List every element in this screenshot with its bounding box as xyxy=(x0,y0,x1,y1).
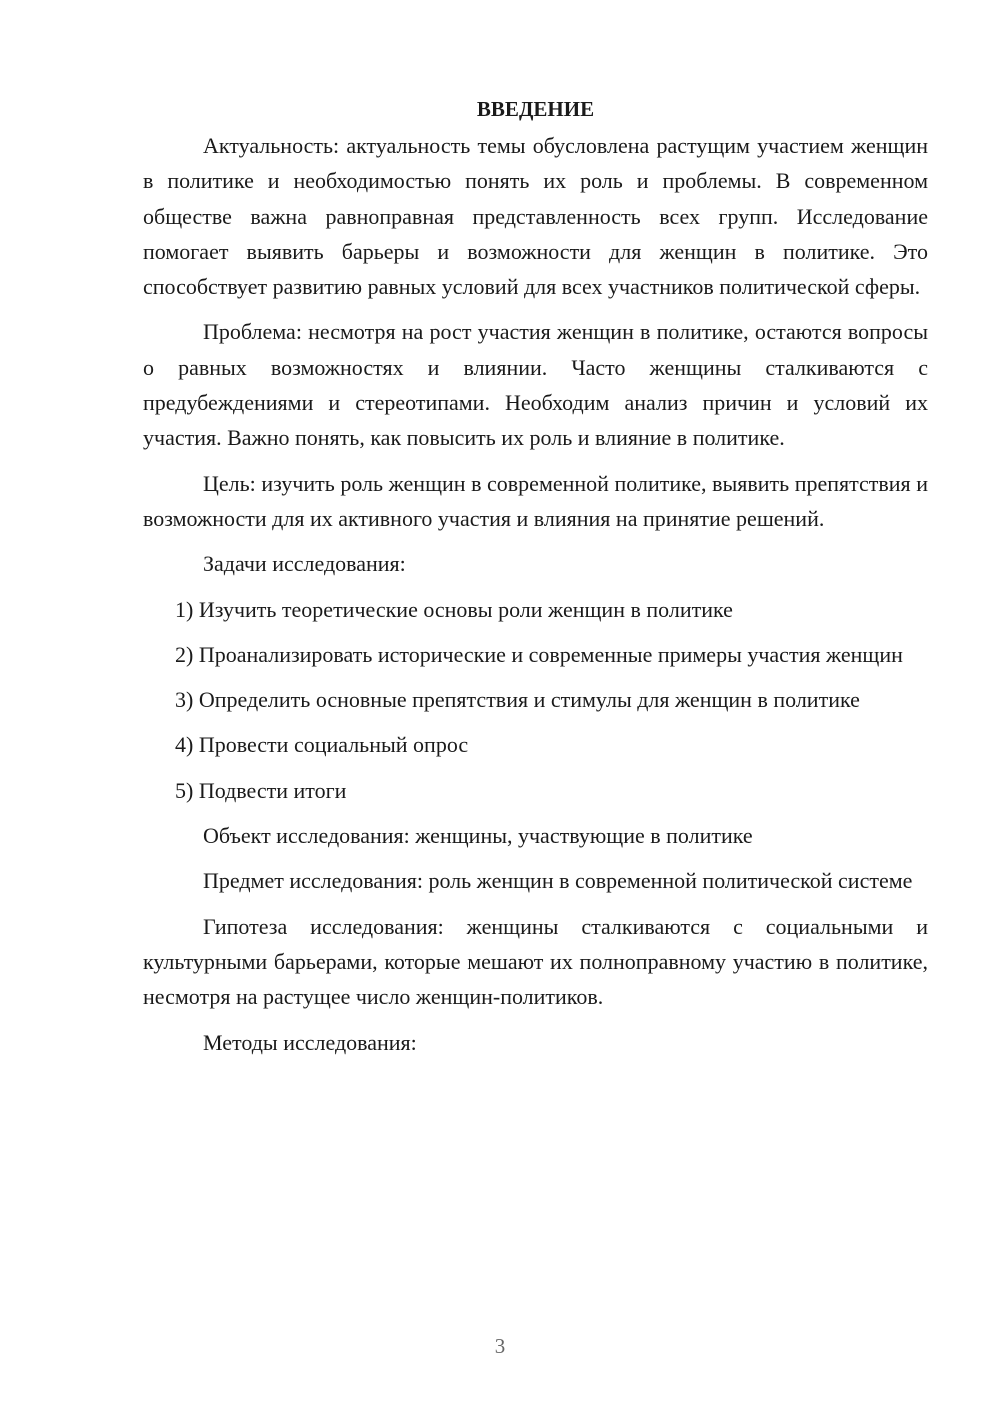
task-item-1: 1) Изучить теоретические основы роли женщин в политике xyxy=(175,596,733,622)
task-item-2: 2) Проанализировать исторические и современные примеры участия женщин xyxy=(175,641,903,667)
goal-paragraph: Цель: изучить роль женщин в современной политике, выявить препятствия и возможности для их активного участия и влияния на принятие решений. xyxy=(143,470,928,531)
object-paragraph: Объект исследования: женщины, участвующие в политике xyxy=(203,823,753,849)
task-item-5: 5) Подвести итоги xyxy=(175,777,347,803)
tasks-heading: Задачи исследования: xyxy=(203,551,406,577)
methods-heading: Методы исследования: xyxy=(203,1029,417,1055)
relevance-paragraph: Актуальность: актуальность темы обусловлена растущим участием женщин в политике и необходимостью понять их роль и проблемы. В современном обществе важна равноправная представленность всех групп. Исследование помогает выявить барьеры и возможности для женщин в политике. Это способствует развитию равных условий для всех участников политической сферы. xyxy=(143,133,928,300)
hypothesis-paragraph: Гипотеза исследования: женщины сталкиваются с социальными и культурными барьерами, которые мешают их полноправному участию в политике, несмотря на растущее число женщин-политиков. xyxy=(143,913,928,1010)
problem-paragraph: Проблема: несмотря на рост участия женщин в политике, остаются вопросы о равных возможностях и влиянии. Часто женщины сталкиваются с предубеждениями и стереотипами. Необходим анализ причин и условий их участия. Важно понять, как повысить их роль и влияние в политике. xyxy=(143,319,928,451)
task-item-4: 4) Провести социальный опрос xyxy=(175,732,469,758)
task-item-3: 3) Определить основные препятствия и стимулы для женщин в политике xyxy=(175,687,860,713)
subject-paragraph: Предмет исследования: роль женщин в современной политической системе xyxy=(203,868,913,894)
page-number: 3 xyxy=(494,1334,506,1358)
section-title: ВВЕДЕНИЕ xyxy=(476,97,595,121)
document-page xyxy=(143,92,928,1070)
